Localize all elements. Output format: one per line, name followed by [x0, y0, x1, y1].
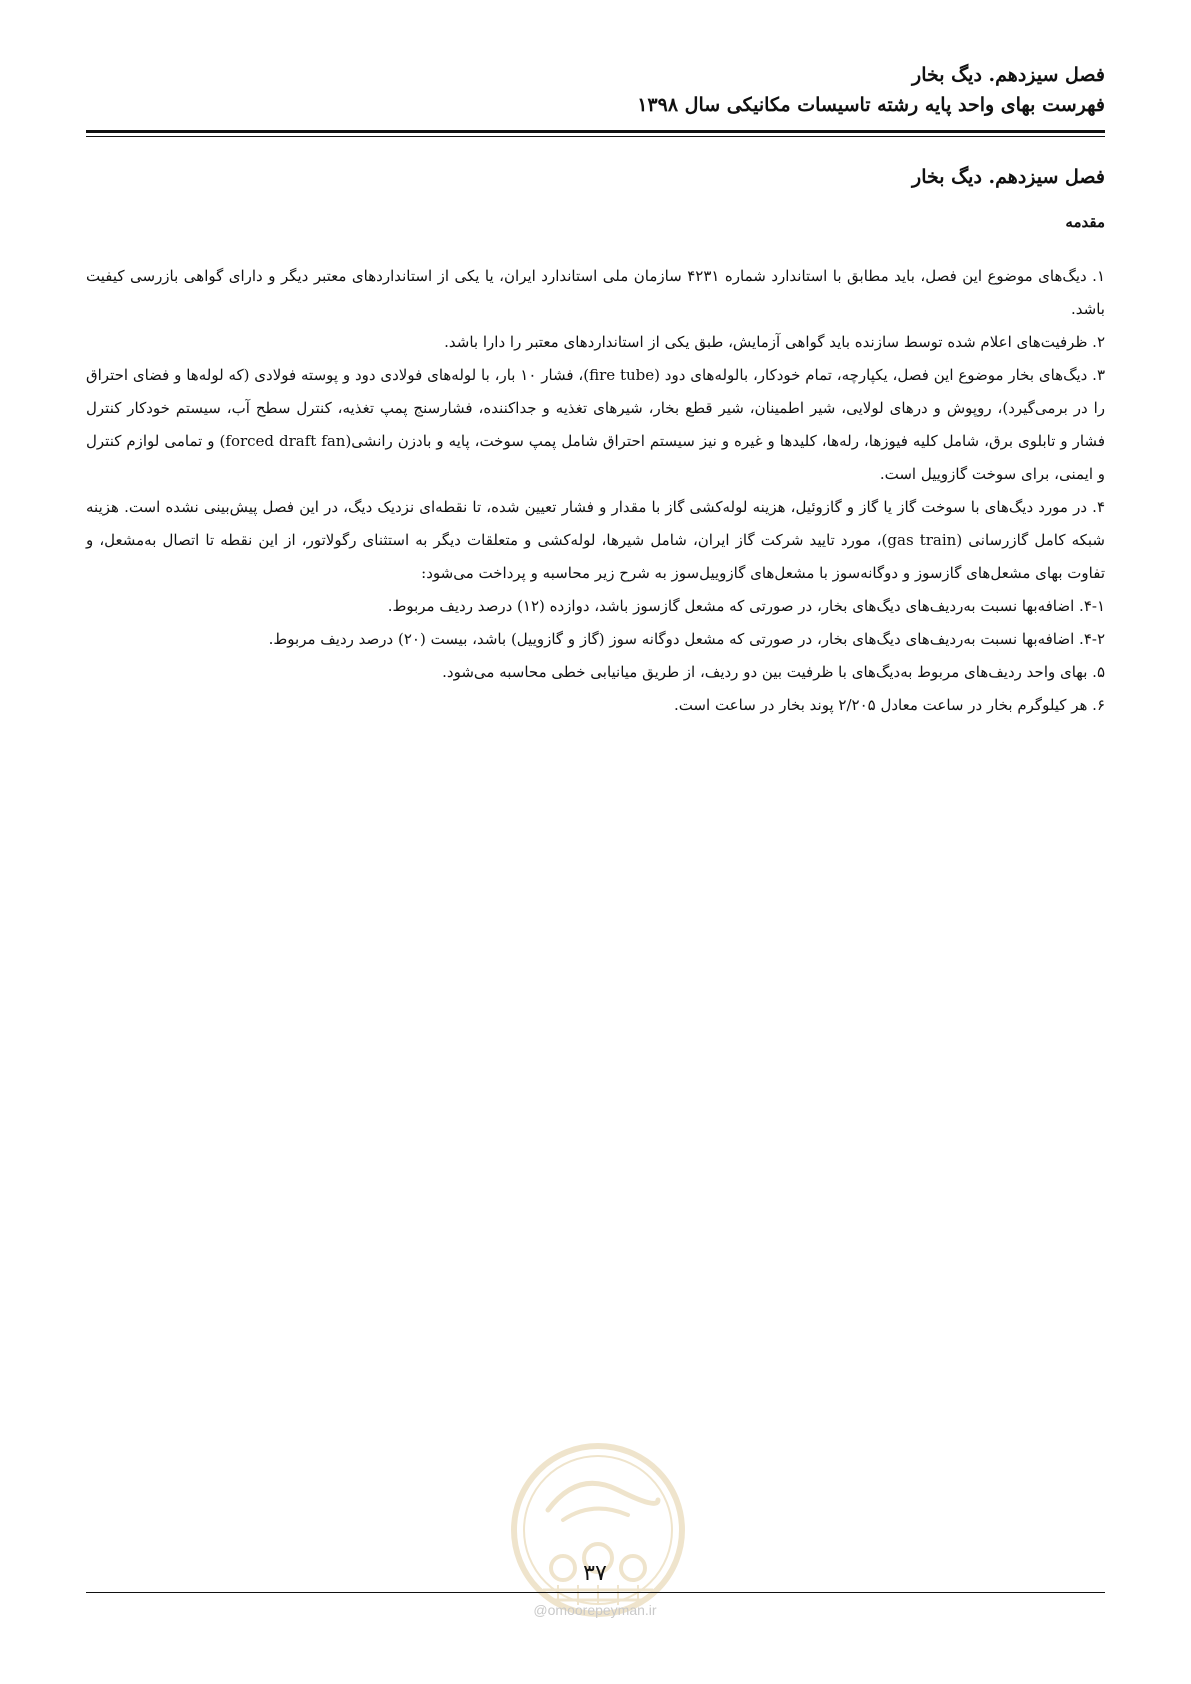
- paragraph-4: ۴. در مورد دیگ‌های با سوخت گاز یا گاز و گازوئیل، هزینه لوله‌کشی گاز با مقدار و فشار تعیین شده، تا نقطه‌ای نزدیک دیگ، در این فصل پیش‌بینی نشده است. هزینه شبکه کامل گازرسانی (gas train)، مورد تایید شرکت گاز ایران، شامل شیرها، لوله‌کشی و متعلقات دیگر به استثنای رگولاتور، از این نقطه تا اتصال به‌مشعل، و تفاوت بهای مشعل‌های گازسوز و دوگانه‌سوز با مشعل‌های گازوییل‌سوز به شرح زیر محاسبه و پرداخت می‌شود:: [86, 498, 1105, 582]
- paragraph-1: ۱. دیگ‌های موضوع این فصل، باید مطابق با استاندارد شماره ۴۲۳۱ سازمان ملی استاندارد ایران، یا یکی از استانداردهای معتبر دیگر و دارای گواهی بازرسی کیفیت باشد.: [86, 267, 1105, 318]
- intro-heading: مقدمه: [1065, 213, 1105, 231]
- paragraph-3: ۳. دیگ‌های بخار موضوع این فصل، یکپارچه، تمام خودکار، بالوله‌های دود (fire tube)، فشار ۱۰ بار، با لوله‌های فولادی دود و پوسته فولادی (که لوله‌ها و فضای احتراق را در برمی‌گیرد)، روپوش و درهای لولایی، شیر اطمینان، شیر قطع بخار، شیرهای تغذیه و جداکننده، فشارسنج پمپ تغذیه، کنترل سطح آب، سیستم خودکار کنترل فشار و تابلوی برق، شامل کلیه فیوزها، رله‌ها، کلیدها و غیره و نیز سیستم احتراق شامل پمپ سوخت، پایه و بادزن رانشی(forced draft fan) و تمامی لوازم کنترل و ایمنی، برای سوخت گازوییل است.: [86, 366, 1105, 483]
- paragraph-2: ۲. ظرفیت‌های اعلام شده توسط سازنده باید گواهی آزمایش، طبق یکی از استانداردهای معتبر را دارا باشد.: [444, 333, 1105, 351]
- header-rule-thick: [86, 130, 1105, 133]
- header-rule-thin: [86, 136, 1105, 137]
- paragraph-4-1: ۴-۱. اضافه‌بها نسبت به‌ردیف‌های دیگ‌های بخار، در صورتی که مشعل گازسوز باشد، دوازده (۱۲) درصد ردیف مربوط.: [387, 597, 1105, 615]
- footer-rule: [86, 1592, 1105, 1593]
- paragraph-5: ۵. بهای واحد ردیف‌های مربوط به‌دیگ‌های با ظرفیت بین دو ردیف، از طریق میانیابی خطی محاسبه می‌شود.: [442, 663, 1105, 681]
- page-number: ۳۷: [583, 1561, 607, 1586]
- page-content: [86, 162, 1105, 722]
- chapter-title: فصل سیزدهم. دیگ بخار: [912, 166, 1105, 188]
- paragraph-4-2: ۴-۲. اضافه‌بها نسبت به‌ردیف‌های دیگ‌های بخار، در صورتی که مشعل دوگانه سوز (گاز و گازوییل) باشد، بیست (۲۰) درصد ردیف مربوط.: [268, 630, 1105, 648]
- header-book-title: فهرست بهای واحد پایه رشته تاسیسات مکانیکی سال ۱۳۹۸: [637, 94, 1105, 116]
- paragraph-6: ۶. هر کیلوگرم بخار در ساعت معادل ۲/۲۰۵ پوند بخار در ساعت است.: [673, 696, 1105, 714]
- running-header: [85, 60, 1105, 120]
- footer-url: @omoorepeyman.ir: [533, 1602, 657, 1618]
- omoorepeyman-seal-icon: [508, 1440, 688, 1620]
- header-chapter: فصل سیزدهم. دیگ بخار: [912, 64, 1105, 86]
